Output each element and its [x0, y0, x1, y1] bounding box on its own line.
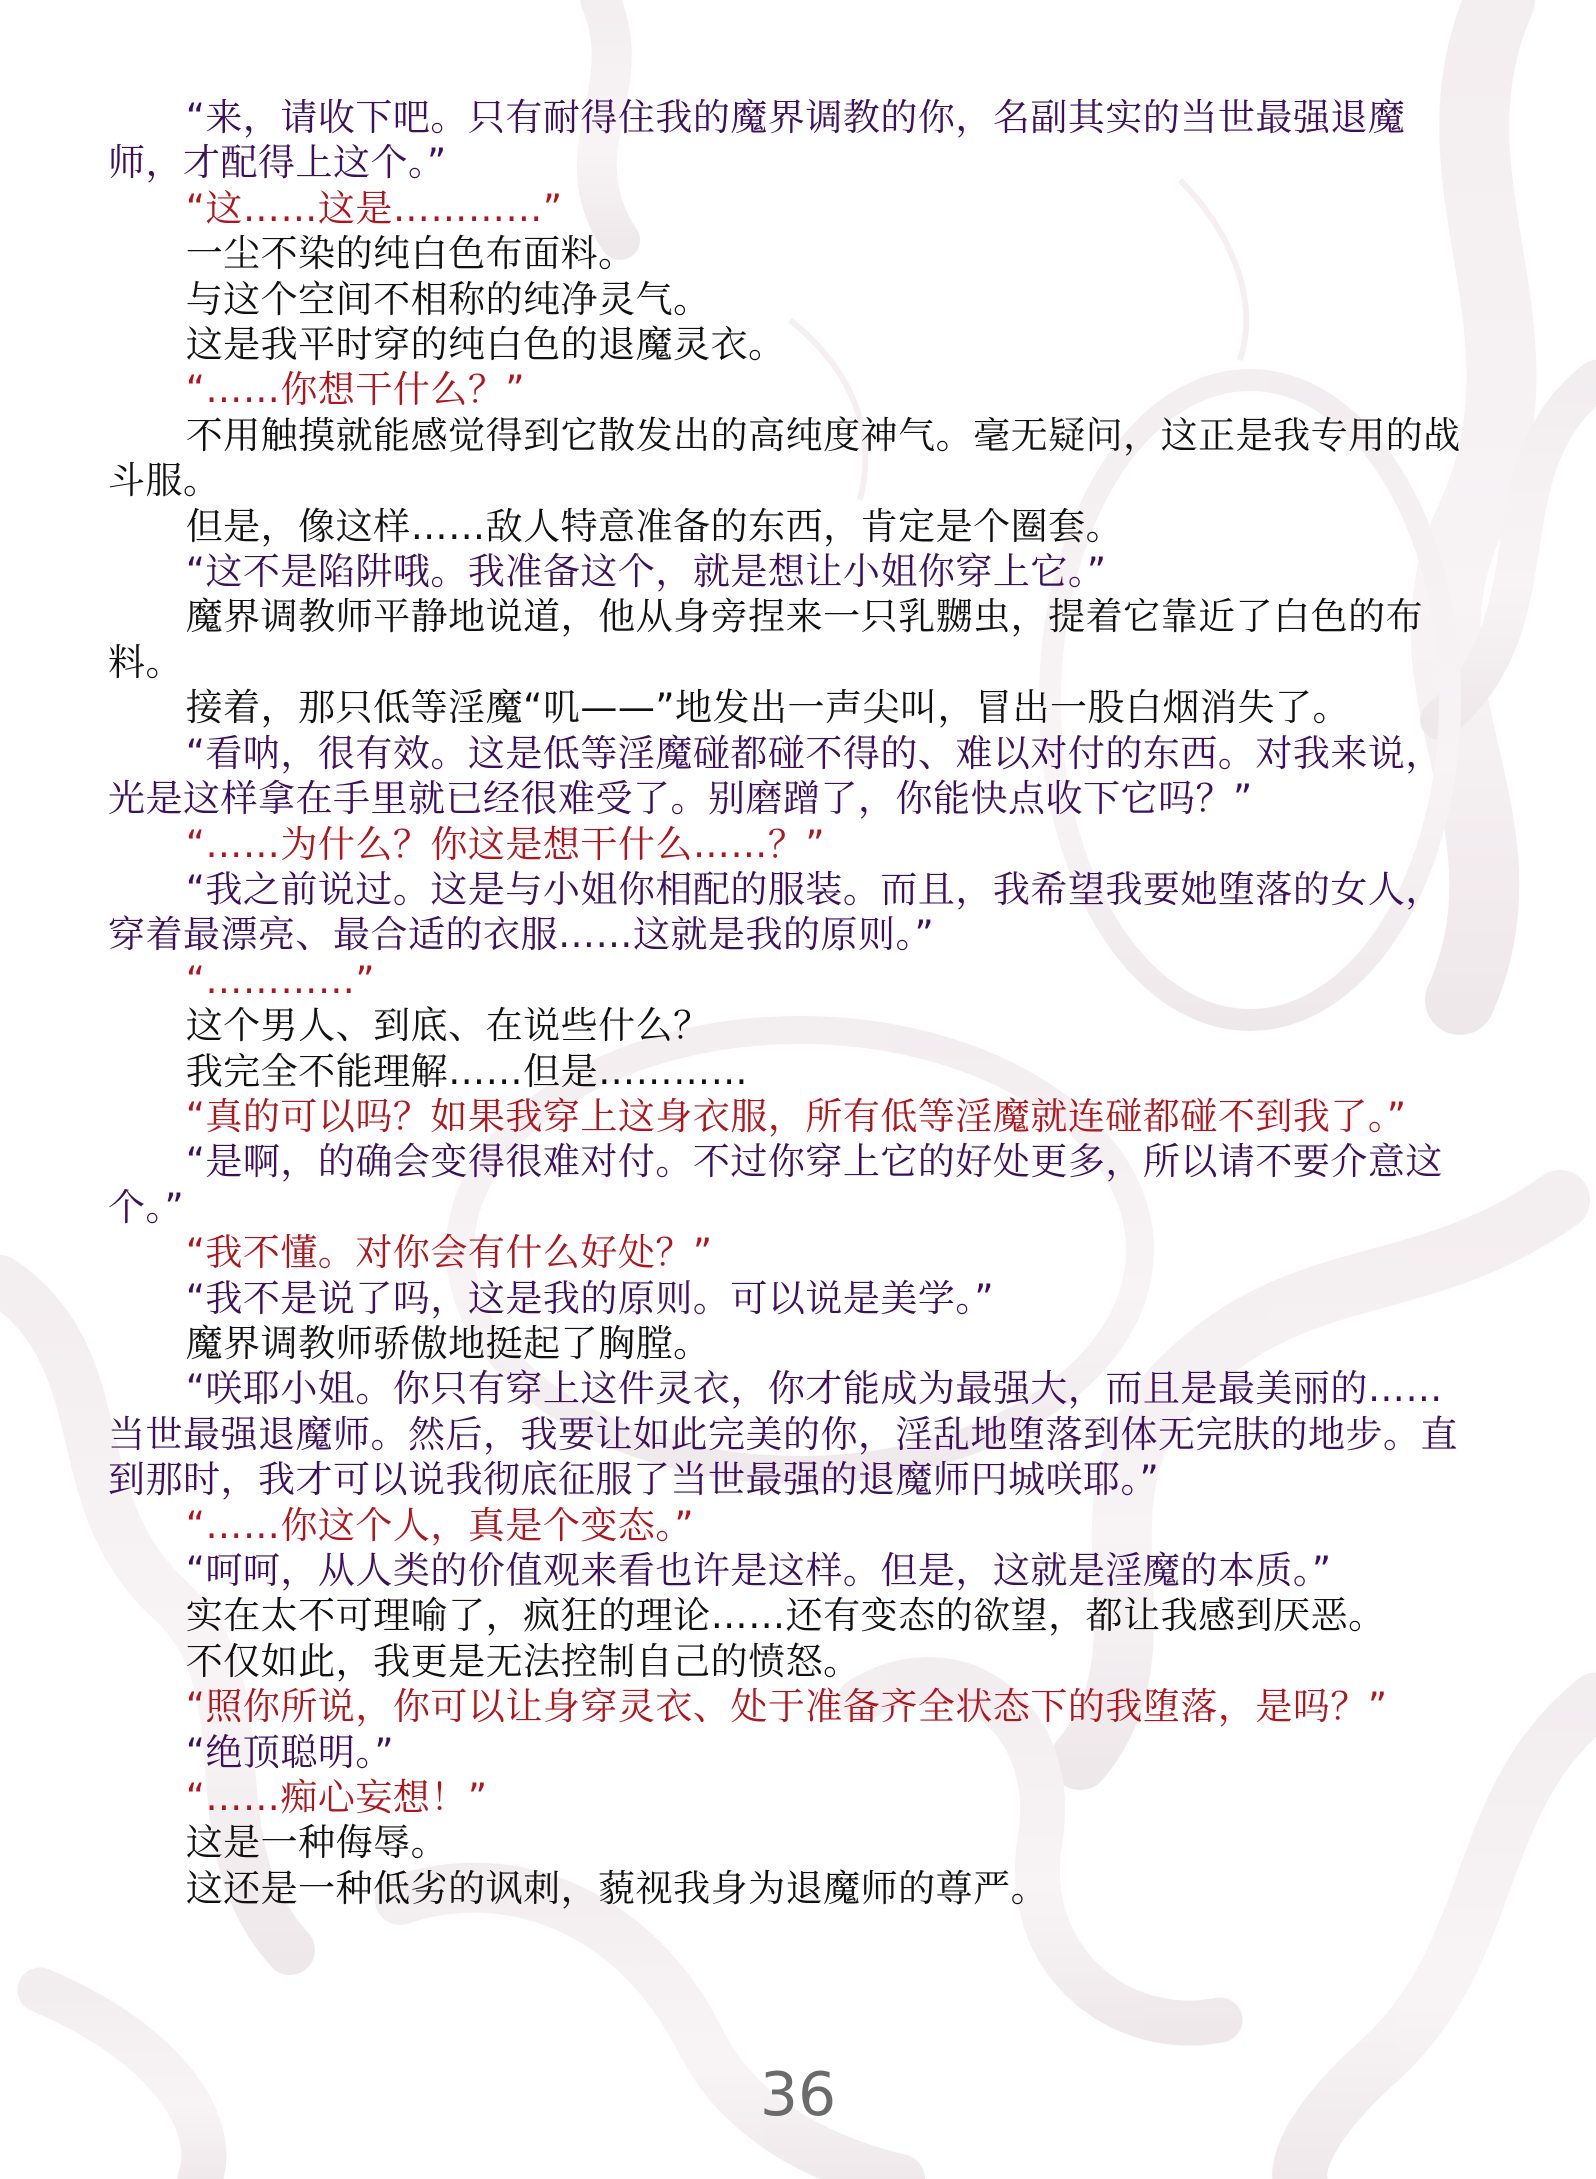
narration-paragraph: 魔界调教师骄傲地挺起了胸膛。 [185, 1321, 711, 1365]
villain-dialogue: “我不是说了吗，这是我的原则。可以说是美学。” [185, 1276, 995, 1320]
narration-paragraph: 与这个空间不相称的纯净灵气。 [185, 277, 711, 321]
narration-paragraph: 一尘不染的纯白色布面料。 [185, 232, 636, 276]
heroine-dialogue: “真的可以吗？如果我穿上这身衣服，所有低等淫魔就连碰都碰不到我了。” [185, 1094, 1407, 1138]
heroine-dialogue: “……你这个人，真是个变态。” [185, 1503, 695, 1547]
villain-dialogue: “是啊，的确会变得很难对付。不过你穿上它的好处更多，所以请不要介意这个。” [108, 1140, 1443, 1229]
narration-paragraph: 这个男人、到底、在说些什么？ [185, 1004, 711, 1048]
heroine-dialogue: “…………” [185, 958, 376, 1002]
villain-dialogue: “我之前说过。这是与小姐你相配的服装。而且，我希望我要她堕落的女人，穿着最漂亮、最合适的衣服……这就是我的原则。” [108, 867, 1443, 957]
villain-dialogue: “绝顶聪明。” [185, 1730, 395, 1774]
narration-paragraph: 但是，像这样……敌人特意准备的东西，肯定是个圈套。 [185, 504, 1124, 548]
heroine-dialogue: “我不懂。对你会有什么好处？” [185, 1231, 713, 1275]
villain-dialogue: “呵呵，从人类的价值观来看也许是这样。但是，这就是淫魔的本质。” [185, 1549, 1332, 1592]
narration-paragraph: 这是一种侮辱。 [185, 1821, 449, 1865]
narration-paragraph: 接着，那只低等淫魔“叽——”地发出一声尖叫，冒出一股白烟消失了。 [185, 686, 1351, 730]
narration-paragraph: 不仅如此，我更是无法控制自己的愤怒。 [185, 1639, 861, 1683]
narration-paragraph: 我完全不能理解……但是………… [185, 1049, 749, 1093]
heroine-dialogue: “……你想干什么？” [185, 368, 526, 412]
heroine-dialogue: “照你所说，你可以让身穿灵衣、处于准备齐全状态下的我堕落，是吗？” [185, 1685, 1388, 1729]
heroine-dialogue: “……痴心妄想！” [185, 1776, 488, 1820]
villain-dialogue: “看呐，很有效。这是低等淫魔碰都碰不得的、难以对付的东西。对我来说，光是这样拿在手里就已经很难受了。别磨蹭了，你能快点收下它吗？” [108, 731, 1443, 821]
narration-paragraph: 这还是一种低劣的讽刺，藐视我身为退魔师的尊严。 [185, 1866, 1049, 1910]
villain-dialogue: “这不是陷阱哦。我准备这个，就是想让小姐你穿上它。” [185, 550, 1107, 594]
narration-paragraph: 魔界调教师平静地说道，他从身旁捏来一只乳嬲虫，提着它靠近了白色的布料。 [108, 595, 1424, 684]
heroine-dialogue: “这……这是…………” [185, 186, 563, 230]
villain-dialogue: “来，请收下吧。只有耐得住我的魔界调教的你，名副其实的当世最强退魔师，才配得上这个。” [108, 96, 1406, 185]
narration-paragraph: 这是我平时穿的纯白色的退魔灵衣。 [185, 323, 786, 367]
villain-dialogue: “咲耶小姐。你只有穿上这件灵衣，你才能成为最强大，而且是最美丽的……当世最强退魔师。然后，我要让如此完美的你，淫乱地堕落到体无完肤的地步。直到那时，我才可以说我彻底征服了当世最强的退魔师円城咲耶。” [108, 1367, 1458, 1502]
narration-paragraph: 实在太不可理喻了，疯狂的理论……还有变态的欲望，都让我感到厌恶。 [185, 1594, 1386, 1638]
body-text [108, 95, 1478, 1911]
narration-paragraph: 不用触摸就能感觉得到它散发出的高纯度神气。毫无疑问，这正是我专用的战斗服。 [108, 413, 1461, 503]
heroine-dialogue: “……为什么？你这是想干什么……？” [185, 822, 826, 866]
page-number: 36 [759, 2060, 837, 2130]
